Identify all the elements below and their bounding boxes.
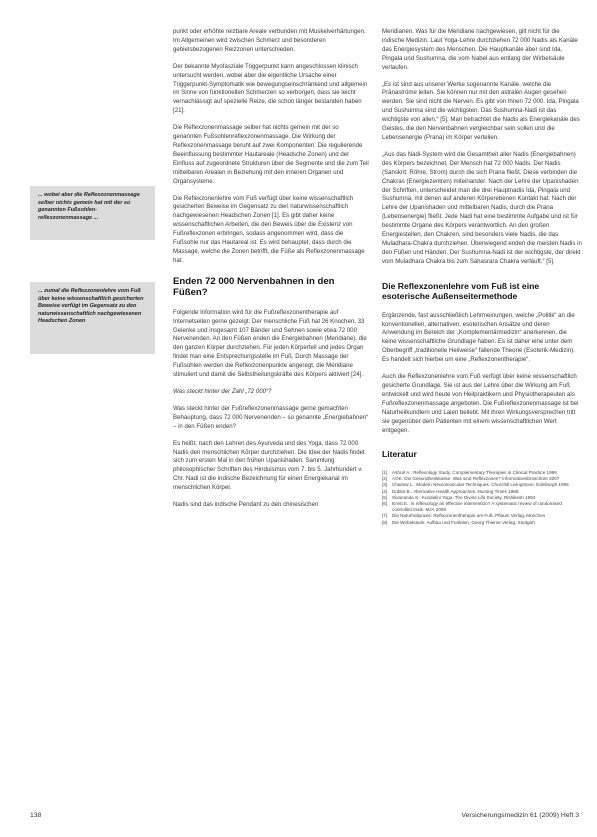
references-list: [382, 470, 582, 526]
paragraph: Folgende Information wird für die Fußreflexzonentherapie auf Internetseiten gerne gezeigt: Der menschliche Fuß hat 26 Knochen, 33 Gelenke und insgesamt 107 Bänder und Sehnen sowie etwa 72 000 Nervenenden. An den Füßen enden die Energiebahnen (Meridiane), die den ganzen Körper durchziehen. Für jeden Körperteil und jedes Organ findet man eine Entsprechungsstelle im Fuß. Durch Massage der Fußsohlen werden die Reflexzonenpunkte angeregt, die Meridiane stimuliert und damit die Selbstheilungskräfte des Körpers aktiviert [24].: [173, 308, 367, 379]
paragraph: Es heißt, nach den Lehren des Ayurveda und des Yoga, dass 72 000 Nadis den menschlichen Körper durchziehen. Die Idee der Nadis findet sich zum ersten Mal in den frühen Upanishaden. Sammlung philosophischer Schriften des Hinduismus vom 7. bis 5. Jahrhundert v. Chr. Nadi ist die indische Bezeichnung für einen Energiekanal im menschlichen Körper.: [173, 439, 365, 492]
paragraph: Was steckt hinter der Fußreflexzonenmassage gerne gemachten Behauptung, dass 72 000 Nervenenden – so genannte „Energiebahnen“ – in den Füßen enden?: [173, 404, 369, 430]
sidebar-pull-quote-1: ... wobei aber die Reflexzonenmassage selber nichts gemein hat mit der so genannten Fußsohlen-reflexzonenmassage ...: [30, 186, 155, 240]
middle-column: [173, 28, 369, 518]
reference-item: [7] Die Naturheilpraxis: Reflexzonentherapie am Fuß. Pflaum Verlag, München: [382, 513, 546, 519]
paragraph: „Aus das Nadi-System wird die Gesamtheit aller Nadis (Energiebahnen) des Körpers bezeichnet. Der Mensch hat 72 000 Nadis. Der Nadis (Sanskrit: Röhre, Strom) durch die sich Prana fließt. Diese verbinden die Chakras (Energiezentren) miteinander. Nach der Lehre der Upanishaden der Schriften, unterscheidet man die drei Hauptnadis Ida, Pingala und Sushumna, mit denen auf anderen Körperebenen Kontakt hat. Nach der Lehre der Upanishaden und mittelbaren Nadis, durch die Prana (Lebensenergie) fließt. Jede Nadi hat eine bestimmte Aufgabe und ist für bestimmte Organe des Körpers verantwortlich. An den großen Energiestellen, den Chakren, sind besonders viele Nadis, die das Muladhara-Chakra durchziehen. Überwiegend enden die meisten Nadis in den Füßen und Händen. Der Sushumna-Nadi ist der wichtigste, der direkt vom Muladhara Chakra bis zum Sahasrara Chakra verläuft.“ [5].: [382, 150, 582, 265]
sidebar-pull-quote-2: ... zumal die Reflexzonenlehre vom Fuß über keine wissenschaftlich gesicherten Beweise verfügt im Gegensatz zu den naturwissenschaftlich nachgewiesenen Headschen Zonen: [30, 282, 155, 354]
right-column: [382, 28, 582, 526]
reference-item: [2] AOK: Die Gesundheitskasse. Was sind Reflexzonen? Informationsbroschüre 2007: [382, 476, 560, 482]
paragraph: Die Reflexzonenmassage selber hat nichts gemein mit der so genannten Fußsohlenreflexzonenmassage. Die Wirkung der Reflexzonenmassage beruht auf zwei Komponenten: Die regulierende Beeinflussung bestimmter Hautareale (Headsche Zonen) und der Einfluss auf zugeordnete Strukturen über die Segmente und die zum Teil mittelbaren Arealen in Beziehung mit den inneren Organen und Organsysteme.: [173, 124, 369, 185]
reference-item: [1] Ashraf A.: Reflexology Study. Complementary Therapies in Clinical Practice 1996: [382, 469, 557, 475]
page-number: 138: [30, 812, 42, 819]
reference-item: [6] Ernst E.: Is reflexology an effective intervention? A systematic review of randomised controlled trials. MJA 2009: [382, 500, 562, 513]
paragraph: Ergänzende, fast ausschließlich Lehrmeinungen, welche „Politik“ an die konventionellen, alternativen, esoterischen Ansätze und deren Anwendung im Bereich der „Komplementärmedizin“ anerkennen, die keine wissenschaftliche Grundlage haben. Es ist daher eine unter dem Oberbegriff „traditionelle Heilweise“ fallende Theorie (Esoterik-Medizin). Es handelt sich hierbei um eine „Reflexzonentherapie“.: [382, 311, 575, 364]
reference-item: [8] Die Wirbelsäule: Aufbau und Funktion. Georg Thieme Verlag, Stuttgart: [382, 519, 535, 525]
paragraph: Nadis sind das indische Pendant zu den chinesischen: [173, 501, 319, 509]
paragraph: Die Reflexzonenlehre vom Fuß verfügt über keine wissenschaftlich gesicherten Beweise im Gegensatz zu den naturwissenschaftlich nachgewiesenen Headschen Zonen [1]. Es gibt daher keine wissenschaftlichen Arbeiten, die den Beweis über die Existenz von Fußreflexzonen erbringen, sodass angenommen wird, dass die Fußsohle nur das Hautareal ist. Es wird behauptet, dass durch die Massage, welche die Zonen betrifft, die Füße als Reflexzonenmassage hat.: [173, 194, 365, 264]
italic-question: Was steckt hinter der Zahl „72 000“?: [173, 388, 272, 395]
paragraph: Der bekannte Myofasziale Triggerpunkt kann angeschlossen klinisch untersucht werden, wobei aber die eigentliche Ursache einer Triggerpunkt-Symptomatik wie bewegungseinschränkend und allgemein im Sinne von funktionellen Schmerzen so verborgen, dass sie leicht vernachlässigt auf spezielle Reize, die schon länger bestanden haben [21].: [173, 62, 368, 115]
paragraph: punkt oder erhöhte reizbare Areale verbunden mit Muskelverhärtungen. Im Allgemeinen wird zwischen Schmerz und besonderen gebietsbezogenen Reizzonen unterschieden.: [173, 28, 366, 53]
references-heading: Literatur: [382, 449, 417, 460]
journal-citation: Versicherungsmedizin 61 (2009) Heft 3: [461, 812, 579, 819]
reference-item: [5] Sivananda S.: Kundalini Yoga. The Divine Life Society, Rishikesh 1994: [382, 494, 536, 500]
reference-item: [4] Dobbs B.: Alternative Health Approaches. Nursing Times 1985: [382, 488, 519, 494]
section-heading-esoteric: Die Reflexzonenlehre vom Fuß ist eine esoterische Außenseitermethode: [382, 280, 540, 302]
paragraph: „Es ist sind aus unserer Werke sogenannte Kanäle, welche die Prāṇaströme leiten. Sie können nur mit den astralen Augen gesehen werden. Sie sind nicht die Nerven. Es gibt von ihnen 72 000. Ida, Pingala und Sushumna sind die wichtigsten. Das Sushumna-Nadi ist das wichtigste von allen.“ [5]. Man betrachtet die Nadis als Energiekanäle des Geistes, die den Nervenbahnen vergleichbar sein sollen und die Lebensenergie (Prana) im Körper verteilen.: [382, 80, 580, 141]
reference-item: [3] Chaitow L.: Modern Neuromuscular Techniques. Churchill Livingstone, Edinburgh 1996: [382, 482, 569, 488]
paragraph: Auch die Reflexzonenlehre vom Fuß verfügt über keine wissenschaftlich gesicherte Grundlage. Sie ist aus der Lehre über die Wirkung am Fuß entwickelt und wird heute von Heilpraktikern und Physiotherapeuten als Fußreflexzonenmassage angeboten. Die Fußreflexzonenmassage ist bei Naturheilkundlern und Laien beliebt. Mit ihren Wirkungsversprechen tritt sie gegenüber dem Patienten mit einem wissenschaftlichen Wert entgegen.: [382, 373, 579, 434]
paragraph: Meridianen. Was für die Meridiane nachgewiesen, gilt nicht für die indische Medizin. Laut Yoga-Lehre durchziehen 72 000 Nadis als Kanäle das Energiesystem des Menschen. Die Hauptkanäle aber sind Ida, Pingala und Sushumna, die vom Nabel aus entlang der Wirbelsäule verlaufen.: [382, 28, 578, 71]
section-heading-nerves: Enden 72 000 Nervenbahnen in den Füßen?: [173, 275, 335, 299]
